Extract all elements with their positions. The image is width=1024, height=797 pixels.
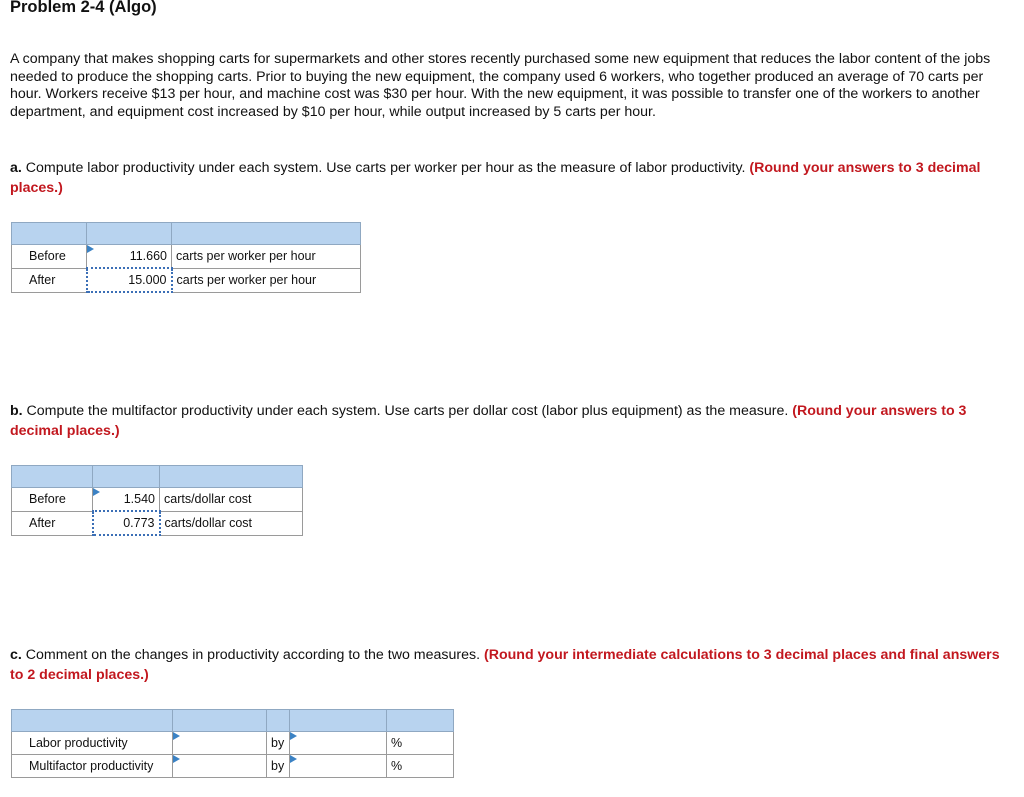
- row-label-before: Before: [12, 488, 93, 512]
- multifactor-change-direction-select[interactable]: [173, 755, 267, 778]
- question-c-text: Comment on the changes in productivity according to the two measures.: [21, 647, 484, 663]
- labor-change-percent-input[interactable]: [290, 732, 387, 755]
- answer-flag-icon: [173, 755, 180, 763]
- question-a: [10, 159, 1000, 198]
- table-b-row-before: [12, 488, 303, 512]
- labor-change-direction-select[interactable]: [173, 732, 267, 755]
- table-c-header-cell: [12, 710, 173, 732]
- table-c-row-multifactor: [12, 755, 454, 778]
- value-text: 0.773: [123, 516, 155, 530]
- table-b-header-cell: [12, 466, 93, 488]
- table-c-row-labor: [12, 732, 454, 755]
- table-c-header-cell: [267, 710, 290, 732]
- labor-productivity-before-input[interactable]: [87, 245, 172, 269]
- by-label: by: [267, 755, 290, 778]
- page-title: Problem 2-4 (Algo): [10, 0, 157, 16]
- row-label-after: After: [12, 268, 87, 292]
- multifactor-productivity-after-input[interactable]: [93, 511, 160, 535]
- question-c: [10, 646, 1000, 685]
- question-a-letter: a.: [10, 160, 22, 176]
- answer-flag-icon: [173, 732, 180, 740]
- multifactor-change-percent-input[interactable]: [290, 755, 387, 778]
- percent-sign: %: [387, 732, 454, 755]
- percent-sign: %: [387, 755, 454, 778]
- table-a-header-cell: [12, 223, 87, 245]
- question-c-letter: c.: [10, 647, 22, 663]
- table-a-header-cell: [87, 223, 172, 245]
- table-c-header-cell: [290, 710, 387, 732]
- unit-label: carts per worker per hour: [172, 268, 361, 292]
- row-label-multifactor: Multifactor productivity: [12, 755, 173, 778]
- value-text: 1.540: [123, 492, 155, 506]
- unit-label: carts per worker per hour: [172, 245, 361, 269]
- answer-flag-icon: [290, 732, 297, 740]
- question-b-hint: (Round your answers to 3 decimal places.): [10, 403, 967, 439]
- table-c-header-cell: [173, 710, 267, 732]
- table-a-header-cell: [172, 223, 361, 245]
- value-text: 15.000: [128, 273, 167, 287]
- table-a-row-before: [12, 245, 361, 269]
- table-a-row-after: [12, 268, 361, 292]
- row-label-before: Before: [12, 245, 87, 269]
- by-label: by: [267, 732, 290, 755]
- multifactor-productivity-before-input[interactable]: [93, 488, 160, 512]
- table-b-header-cell: [160, 466, 303, 488]
- answer-flag-icon: [290, 755, 297, 763]
- answer-table-a: [11, 222, 361, 293]
- question-b-text: Compute the multifactor productivity under each system. Use carts per dollar cost (labor plus equipment) as the measure.: [22, 403, 793, 419]
- unit-label: carts/dollar cost: [160, 511, 303, 535]
- question-a-text: Compute labor productivity under each system. Use carts per worker per hour as the measure of labor productivity.: [21, 160, 750, 176]
- answer-table-c: [11, 709, 454, 778]
- question-a-hint: (Round your answers to 3 decimal places.): [10, 160, 981, 196]
- question-c-hint: (Round your intermediate calculations to 3 decimal places and final answers to 2 decimal places.): [10, 647, 1000, 683]
- row-label-labor: Labor productivity: [12, 732, 173, 755]
- table-c-header-cell: [387, 710, 454, 732]
- table-b-row-after: [12, 511, 303, 535]
- question-b-letter: b.: [10, 403, 23, 419]
- table-c-header: [12, 710, 454, 732]
- table-a-header: [12, 223, 361, 245]
- row-label-after: After: [12, 511, 93, 535]
- labor-productivity-after-input[interactable]: [87, 268, 172, 292]
- value-text: 11.660: [129, 249, 167, 263]
- answer-table-b: [11, 465, 303, 536]
- answer-flag-icon: [87, 245, 94, 253]
- unit-label: carts/dollar cost: [160, 488, 303, 512]
- table-b-header-cell: [93, 466, 160, 488]
- question-b: [10, 402, 1000, 441]
- problem-statement: A company that makes shopping carts for supermarkets and other stores recently purchased some new equipment that reduces the labor content of the jobs needed to produce the shopping carts. Prior to buying the new equipment, the company used 6 workers, who together produced an average of 70 carts per hour. Workers receive $13 per hour, and machine cost was $30 per hour. With the new equipment, it was possible to transfer one of the workers to another department, and equipment cost increased by $10 per hour, while output increased by 5 carts per hour.: [10, 51, 991, 120]
- table-b-header: [12, 466, 303, 488]
- answer-flag-icon: [93, 488, 100, 496]
